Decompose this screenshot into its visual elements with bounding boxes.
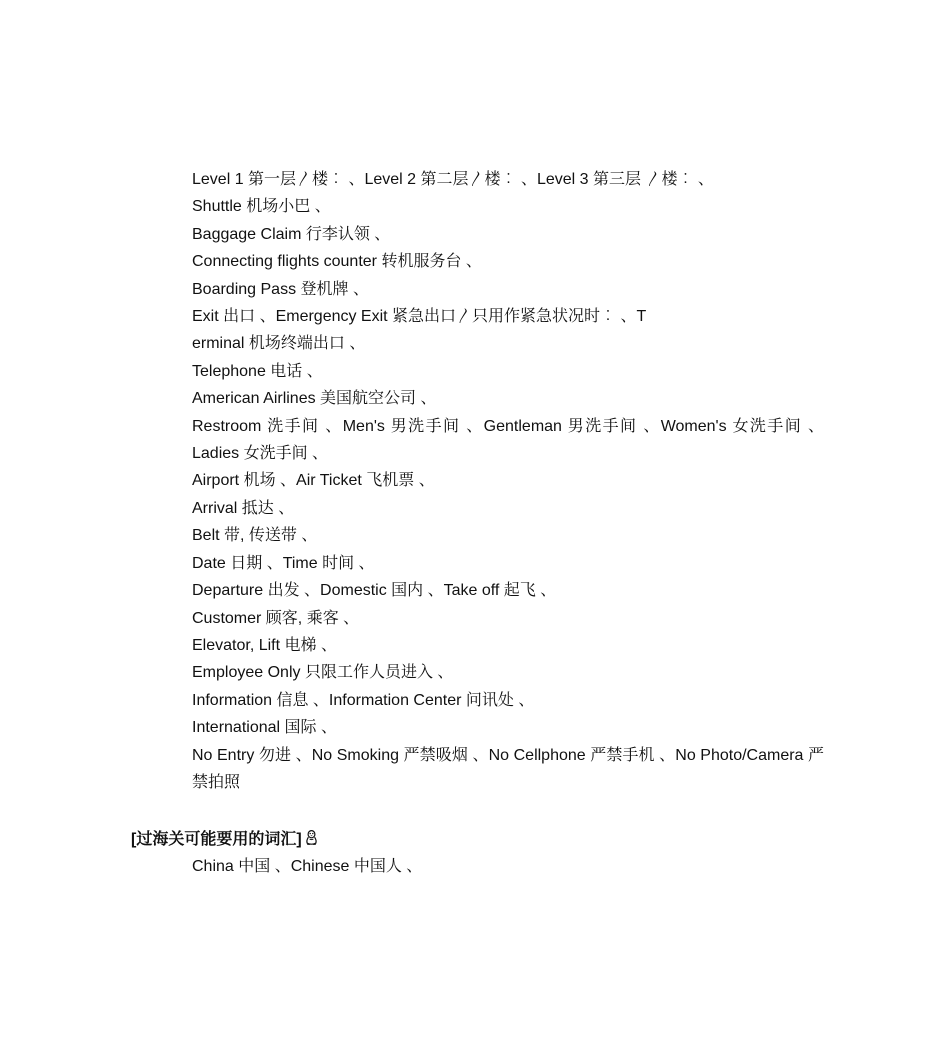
airport-vocabulary-list: [192, 166, 824, 796]
vocab-line-departure: Departure 出发 、Domestic 国内 、Take off 起飞 、: [192, 582, 557, 600]
vocab-line-employee-only: Employee Only 只限工作人员进入 、: [192, 664, 454, 682]
vocab-line-restroom: Restroom 洗手间 、Men's 男洗手间 、Gentleman 男洗手间 、Women's 女洗手间 、Ladies 女洗手间 、: [192, 417, 824, 463]
vocab-line-information: Information 信息 、Information Center 问讯处 、: [192, 691, 535, 709]
vocab-line-boarding-pass: Boarding Pass 登机牌 、: [192, 280, 369, 298]
vocab-line-belt: Belt 带, 传送带 、: [192, 527, 318, 545]
vocab-line-exit: Exit 出口 、Emergency Exit 紧急出口〳只用作紧急状况时︰ 、T: [192, 308, 647, 326]
vocab-line-terminal: erminal 机场终端出口 、: [192, 335, 366, 353]
vocab-line-date-time: Date 日期 、Time 时间 、: [192, 554, 375, 572]
vocab-line-telephone: Telephone 电话 、: [192, 362, 323, 380]
section-heading-text: [过海关可能要用的词汇]: [131, 831, 302, 848]
vocab-line-baggage-claim: Baggage Claim 行李认领 、: [192, 225, 391, 243]
section-heading: [131, 826, 318, 853]
vocab-line-customer: Customer 顾客, 乘客 、: [192, 609, 360, 627]
vocab-line-china: China 中国 、Chinese 中国人 、: [192, 858, 423, 875]
vocab-line-elevator: Elevator, Lift 电梯 、: [192, 636, 337, 654]
customs-vocabulary-list: [192, 853, 824, 880]
vocab-line-connecting-flights: Connecting flights counter 转机服务台 、: [192, 253, 482, 271]
vocab-line-airport: Airport 机场 、Air Ticket 飞机票 、: [192, 472, 435, 490]
vocab-line-no-entry: No Entry 勿进 、No Smoking 严禁吸烟 、No Cellphone 严禁手机 、No Photo/Camera 严禁拍照: [192, 746, 824, 791]
vocab-line-arrival: Arrival 抵达 、: [192, 499, 295, 517]
vocab-line-american-airlines: American Airlines 美国航空公司 、: [192, 390, 437, 408]
vocab-line-international: International 国际 、: [192, 719, 337, 737]
vocab-line-levels: Level 1 第一层〳楼︰ 、Level 2 第二层〳楼︰ 、Level 3 第三层 〳楼︰ 、: [192, 171, 714, 188]
penguin-icon: [305, 828, 318, 844]
vocab-line-shuttle: Shuttle 机场小巴 、: [192, 198, 331, 216]
